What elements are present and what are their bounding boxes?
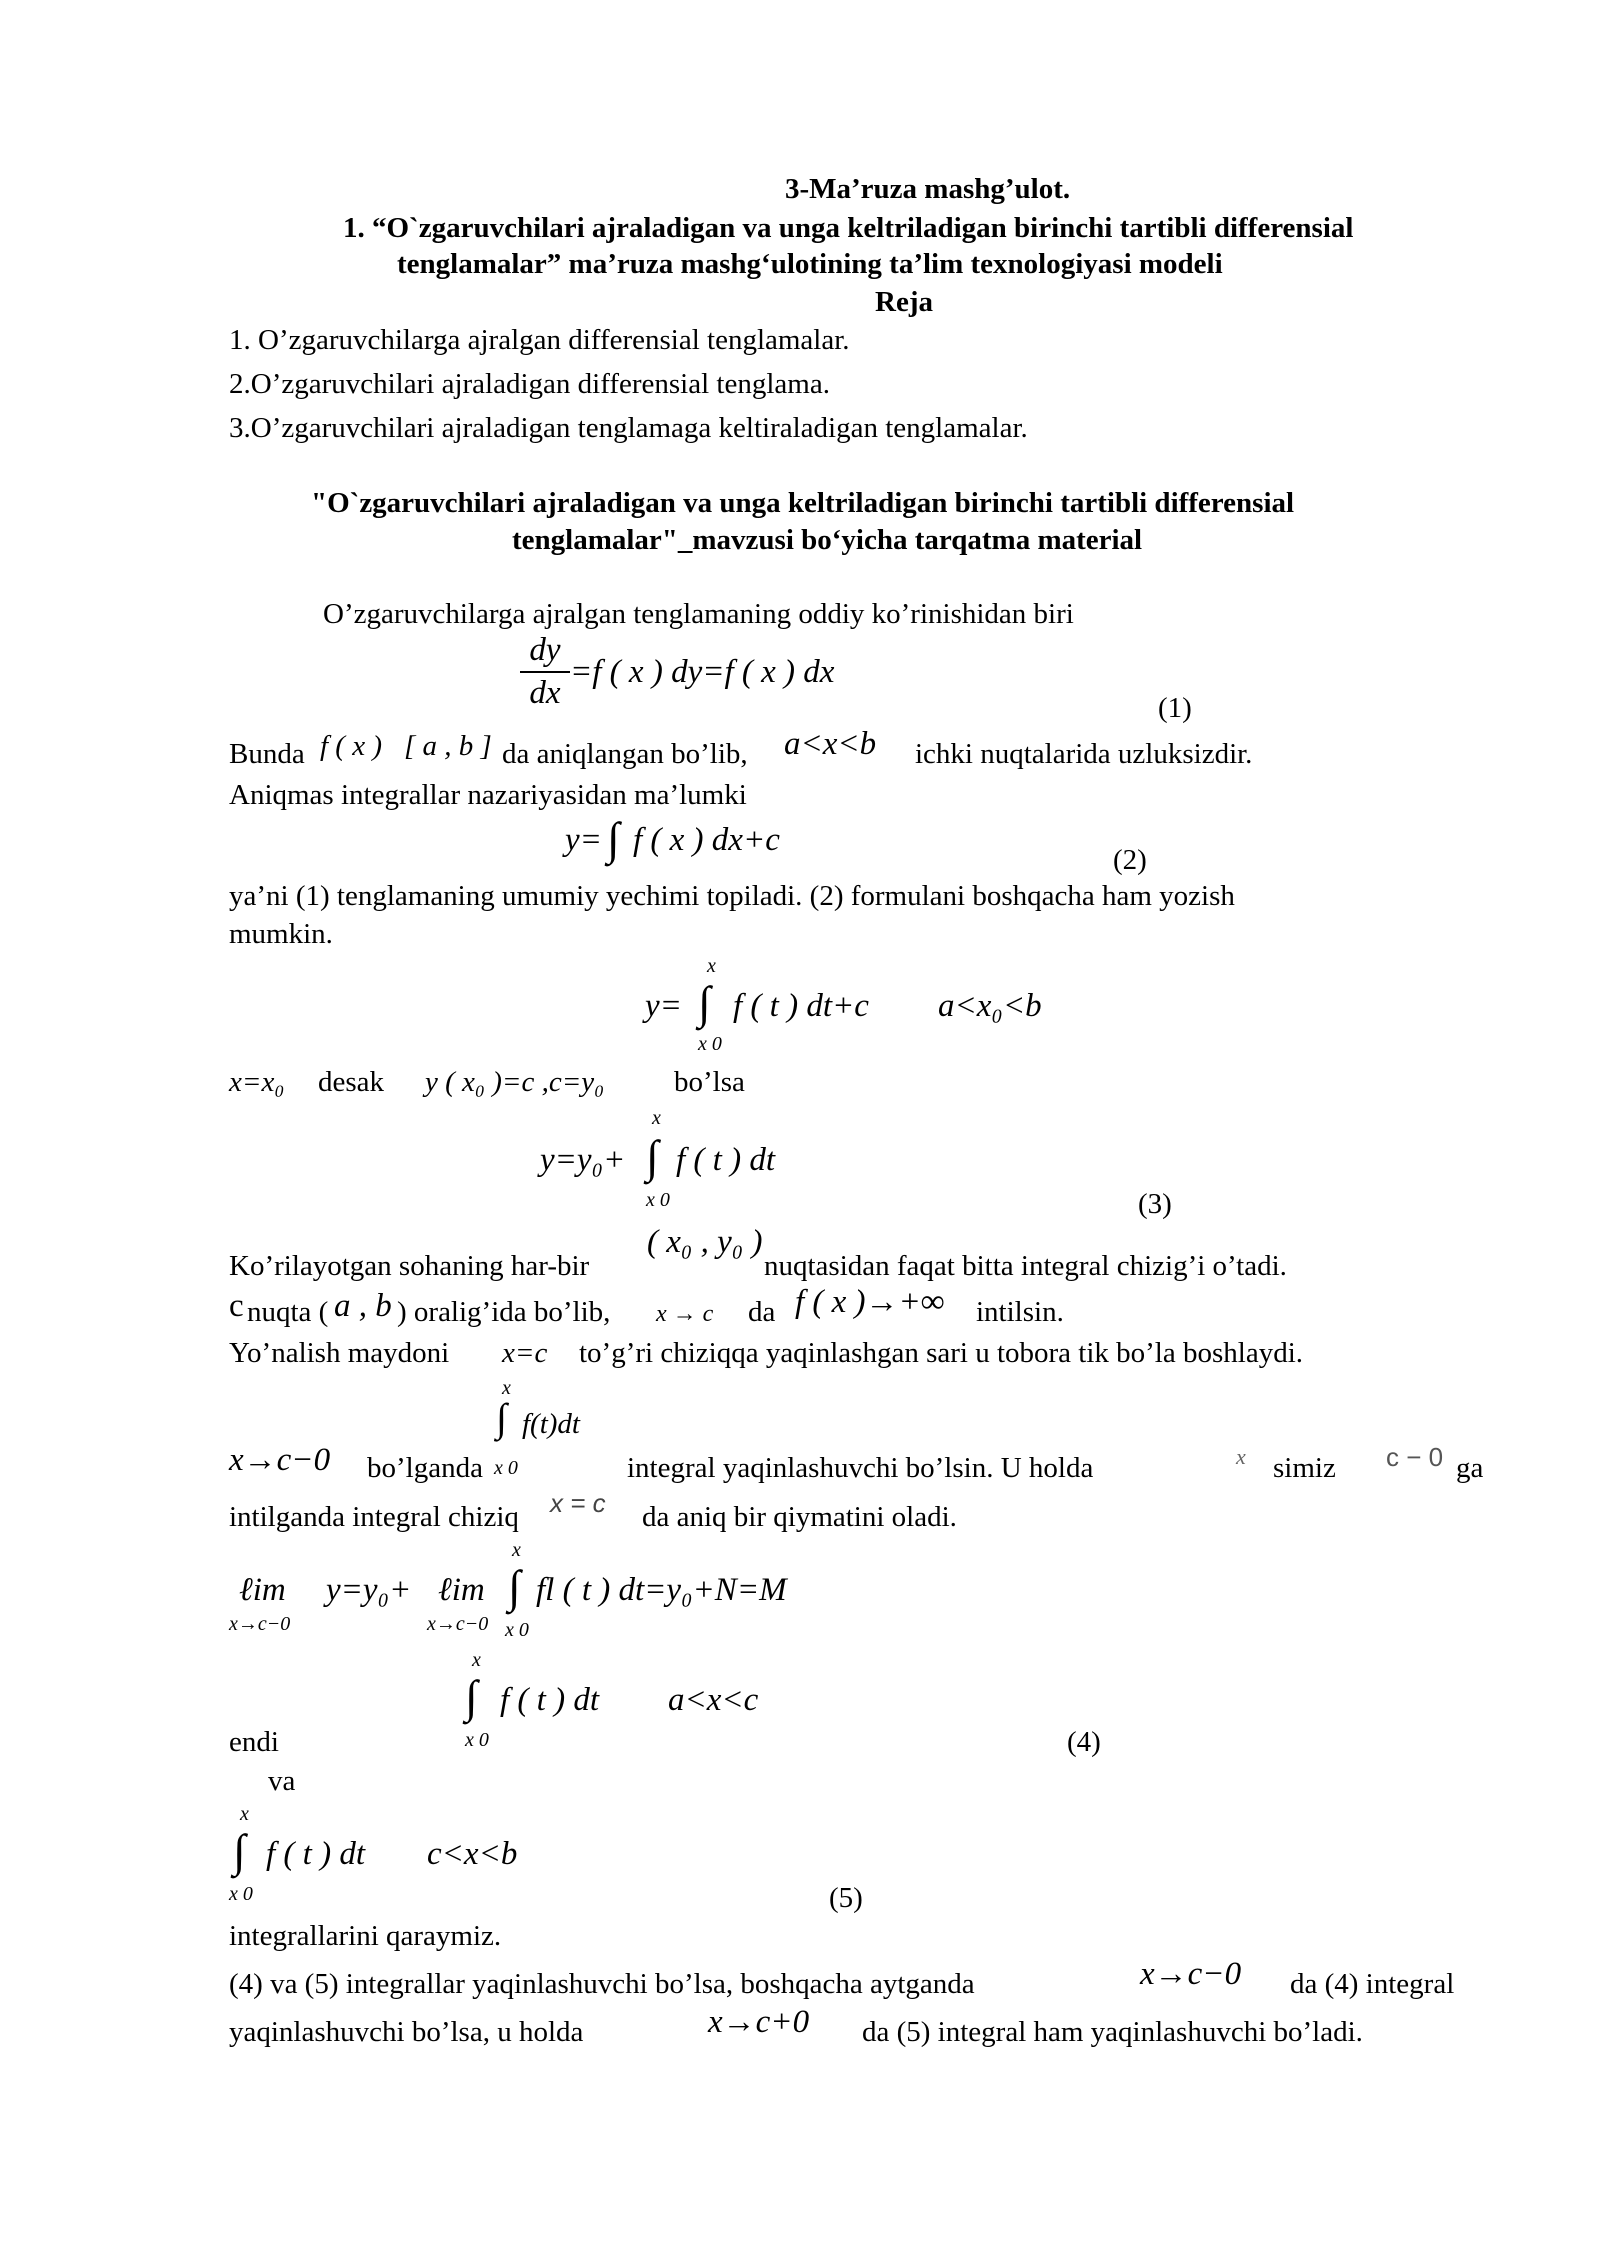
integral-sign: ∫: [607, 813, 620, 864]
equation-1: =f ( x ) dy=f ( x ) dx: [570, 654, 835, 690]
upper-limit: x: [707, 955, 716, 977]
lim-2: ℓim: [438, 1572, 485, 1608]
y-equals: y=: [645, 988, 682, 1024]
va-text: va: [268, 1765, 296, 1797]
inequality-a-x0-b: a<x₀<b: [938, 988, 1042, 1024]
upper-limit: x: [472, 1649, 481, 1671]
simiz-text: simiz: [1273, 1452, 1336, 1484]
unique-curve-text: nuqtasidan faqat bitta integral chizig’i o’tadi.: [764, 1250, 1287, 1282]
integral-sign: ∫: [233, 1825, 246, 1876]
lower-limit: x 0: [494, 1457, 518, 1479]
lim-2-subscript: x→c−0: [427, 1613, 489, 1635]
consider-integrals-text: integrallarini qaraymiz.: [229, 1920, 502, 1952]
equation-2-lhs: y=: [565, 822, 602, 858]
bolsa-text: bo’lsa: [674, 1066, 745, 1098]
limit-result: fl ( t ) dt=y₀+N=M: [536, 1572, 787, 1608]
da-text: da: [748, 1296, 776, 1328]
c-letter: c: [229, 1288, 244, 1324]
c-minus-0-grey: c − 0: [1386, 1442, 1444, 1472]
x-grey-symbol: x: [1236, 1444, 1246, 1469]
conclusion-line2-a: yaqinlashuvchi bo’lsa, u holda: [229, 2016, 584, 2048]
upper-limit: x: [502, 1377, 511, 1399]
point-x0-y0: ( x₀ , y₀ ): [647, 1224, 763, 1260]
x-equals-x0: x=x₀: [229, 1066, 285, 1098]
integral-sign: ∫: [465, 1671, 478, 1722]
upper-limit: x: [240, 1803, 249, 1825]
direction-field-text: Yo’nalish maydoni: [229, 1337, 450, 1369]
handout-title-line2: tenglamalar"_mavzusi bo‘yicha tarqatma material: [512, 524, 1143, 556]
integrand-tight: f(t)dt: [522, 1408, 580, 1440]
fraction-numerator: dy: [529, 632, 561, 668]
topic-title-line2: tenglamalar” ma’ruza mashg‘ulotining ta’lim texnologiyasi modeli: [397, 248, 1223, 280]
endi-text: endi: [229, 1726, 279, 1758]
fx-symbol: f ( x ): [320, 730, 382, 762]
lower-limit: x 0: [646, 1189, 670, 1211]
intilsin-text: intilsin.: [976, 1296, 1064, 1328]
equation-2-rhs: f ( x ) dx+c: [633, 822, 780, 858]
lower-limit: x 0: [698, 1033, 722, 1055]
approaching-text: intilganda integral chiziq: [229, 1501, 519, 1533]
y-equals-y0-plus: y=y₀+: [540, 1142, 626, 1178]
conclusion-line1-a: (4) va (5) integrallar yaqinlashuvchi bo’lsa, boshqacha aytganda: [229, 1968, 975, 2000]
lower-limit: x 0: [505, 1619, 529, 1641]
equation-label-5: (5): [829, 1882, 863, 1914]
x-to-c-minus-0-final: x→c−0: [1140, 1956, 1242, 1992]
lim-1: ℓim: [239, 1572, 286, 1608]
equation-label-1: (1): [1158, 692, 1192, 724]
topic-title-line1: 1. “O`zgaruvchilari ajraladigan va unga keltriladigan birinchi tartibli differensial: [343, 212, 1354, 244]
integrand: f ( t ) dt: [500, 1682, 599, 1718]
converges-text: integral yaqinlashuvchi bo’lsin. U holda: [627, 1452, 1094, 1484]
x-to-c: x → c: [656, 1301, 714, 1327]
upper-limit: x: [652, 1107, 661, 1129]
nuqta-text: nuqta (: [247, 1296, 329, 1328]
lecture-title: 3-Ma’ruza mashg’ulot.: [785, 173, 1071, 205]
x-to-c-minus-0: x→c−0: [229, 1442, 331, 1478]
vertical-line-text: to’g’ri chiziqqa yaqinlashgan sari u tobora tik bo’la boshlaydi.: [579, 1337, 1304, 1369]
plan-item-2: 2.O’zgaruvchilari ajraladigan differensial tenglama.: [229, 368, 830, 400]
upper-limit: x: [512, 1539, 521, 1561]
x-to-c-plus-0: x→c+0: [708, 2004, 810, 2040]
plan-heading: Reja: [875, 286, 933, 318]
plan-item-3: 3.O’zgaruvchilari ajraladigan tenglamaga keltiraladigan tenglamalar.: [229, 412, 1028, 444]
general-solution-text: ya’ni (1) tenglamaning umumiy yechimi topiladi. (2) formulani boshqacha ham yozish: [229, 880, 1235, 912]
integral-sign: ∫: [646, 1131, 659, 1182]
inequality-a-x-c: a<x<c: [668, 1682, 759, 1718]
handout-title-line1: "O`zgaruvchilari ajraladigan va unga keltriladigan birinchi tartibli differensial: [311, 487, 1295, 519]
indefinite-integral-text: Aniqmas integrallar nazariyasidan ma’lumki: [229, 779, 747, 811]
desak-text: desak: [318, 1066, 385, 1098]
plan-item-1: 1. O’zgaruvchilarga ajralgan differensial tenglamalar.: [229, 324, 850, 356]
fraction-dy-dx: [520, 632, 570, 712]
integrand: f ( t ) dt: [676, 1142, 775, 1178]
integrand: f ( t ) dt: [266, 1836, 365, 1872]
conclusion-line1-b: da (4) integral: [1290, 1968, 1455, 2000]
lower-limit: x 0: [229, 1883, 253, 1905]
lim-1-subscript: x→c−0: [229, 1613, 291, 1635]
fraction-denominator: dx: [529, 675, 561, 711]
open-interval-ab: a , b: [334, 1288, 392, 1324]
bolganda-text: bo’lganda: [367, 1452, 483, 1484]
integral-sign: ∫: [496, 1395, 507, 1440]
lim-y-y0-plus: y=y₀+: [326, 1572, 412, 1608]
continuity-text: ichki nuqtalarida uzluksizdir.: [915, 738, 1253, 770]
integrand-with-c: f ( t ) dt+c: [733, 988, 869, 1024]
intro-text: O’zgaruvchilarga ajralgan tenglamaning oddiy ko’rinishidan biri: [323, 598, 1074, 630]
interval-ab: [ a , b ]: [404, 730, 492, 762]
conclusion-line2-b: da (5) integral ham yaqinlashuvchi bo’ladi.: [862, 2016, 1363, 2048]
fraction-bar: [520, 671, 570, 673]
integral-sign: ∫: [508, 1561, 521, 1612]
bunda-text: Bunda: [229, 738, 305, 770]
inequality-c-x-b: c<x<b: [427, 1836, 518, 1872]
domain-text: Ko’rilayotgan sohaning har-bir: [229, 1250, 590, 1282]
definite-value-text: da aniq bir qiymatini oladi.: [642, 1501, 957, 1533]
x-equals-c: x=c: [502, 1337, 548, 1369]
defined-text: da aniqlangan bo’lib,: [502, 738, 748, 770]
x-equals-c-grey: x = c: [550, 1488, 606, 1518]
inequality-a-x-b: a<x<b: [784, 726, 877, 762]
fx-to-infinity: f ( x )→+∞: [795, 1284, 945, 1320]
integral-sign: ∫: [698, 977, 711, 1028]
lower-limit: x 0: [465, 1729, 489, 1751]
equation-label-3: (3): [1138, 1188, 1172, 1220]
mumkin-text: mumkin.: [229, 918, 333, 950]
initial-condition: y ( x₀ )=c ,c=y₀: [425, 1066, 605, 1098]
equation-label-2: (2): [1113, 844, 1147, 876]
equation-label-4: (4): [1067, 1726, 1101, 1758]
interval-text: ) oralig’ida bo’lib,: [397, 1296, 611, 1328]
ga-text: ga: [1456, 1452, 1484, 1484]
